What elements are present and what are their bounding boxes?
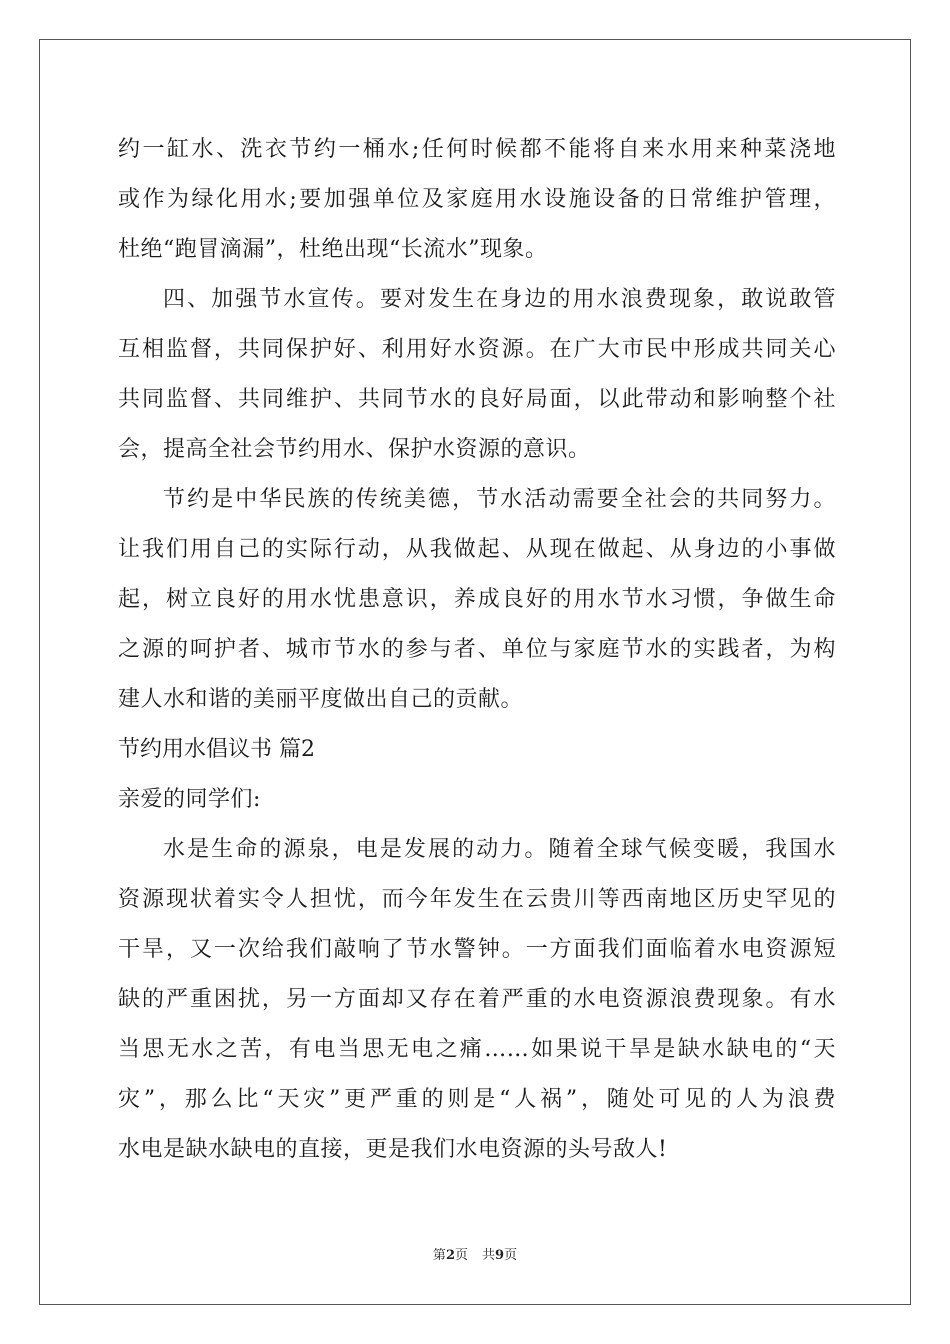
body-line: 约一缸水、洗衣节约一桶水;任何时候都不能将自来水用来种菜浇地 [118, 137, 836, 162]
body-line: 缺的严重困扰，另一方面却又存在着严重的水电资源浪费现象。有水 [118, 987, 836, 1012]
body-line: 让我们用自己的实际行动，从我做起、从现在做起、从身边的小事做 [118, 537, 836, 562]
total-suffix: 页 [504, 1248, 518, 1263]
page-footer [0, 1244, 950, 1263]
document-body [118, 125, 836, 1175]
page-suffix: 页 [454, 1248, 468, 1263]
body-line: 节约是中华民族的传统美德，节水活动需要全社会的共同努力。 [163, 487, 836, 512]
page-total: 9 [495, 1248, 505, 1263]
body-line: 互相监督，共同保护好、利用好水资源。在广大市民中形成共同关心 [118, 337, 836, 362]
body-line: 杜绝“跑冒滴漏”，杜绝出现“长流水”现象。 [118, 237, 548, 262]
total-prefix: 共 [482, 1248, 496, 1263]
body-line: 或作为绿化用水;要加强单位及家庭用水设施设备的日常维护管理， [118, 187, 836, 212]
body-line: 资源现状着实令人担忧，而今年发生在云贵川等西南地区历史罕见的 [118, 887, 836, 912]
body-line: 干旱，又一次给我们敲响了节水警钟。一方面我们面临着水电资源短 [118, 937, 836, 962]
body-line: 灾”，那么比“天灾”更严重的则是“人祸”，随处可见的人为浪费 [118, 1087, 836, 1112]
body-line: 四、加强节水宣传。要对发生在身边的用水浪费现象，敢说敢管 [163, 287, 836, 312]
body-line: 之源的呵护者、城市节水的参与者、单位与家庭节水的实践者，为构 [118, 637, 836, 662]
body-line: 建人水和谐的美丽平度做出自己的贡献。 [118, 687, 524, 712]
body-line: 会，提高全社会节约用水、保护水资源的意识。 [118, 437, 591, 462]
body-line: 水是生命的源泉，电是发展的动力。随着全球气候变暖，我国水 [163, 837, 836, 862]
page-prefix: 第 [432, 1248, 446, 1263]
salutation: 亲爱的同学们: [118, 787, 261, 812]
body-line: 起，树立良好的用水忧患意识，养成良好的用水节水习惯，争做生命 [118, 587, 836, 612]
page-current: 2 [445, 1248, 455, 1263]
body-line: 水电是缺水缺电的直接，更是我们水电资源的头号敌人! [118, 1137, 668, 1162]
section-heading: 节约用水倡议书 篇2 [118, 737, 315, 762]
body-line: 共同监督、共同维护、共同节水的良好局面，以此带动和影响整个社 [118, 387, 836, 412]
body-line: 当思无水之苦，有电当思无电之痛……如果说干旱是缺水缺电的“天 [118, 1037, 836, 1062]
